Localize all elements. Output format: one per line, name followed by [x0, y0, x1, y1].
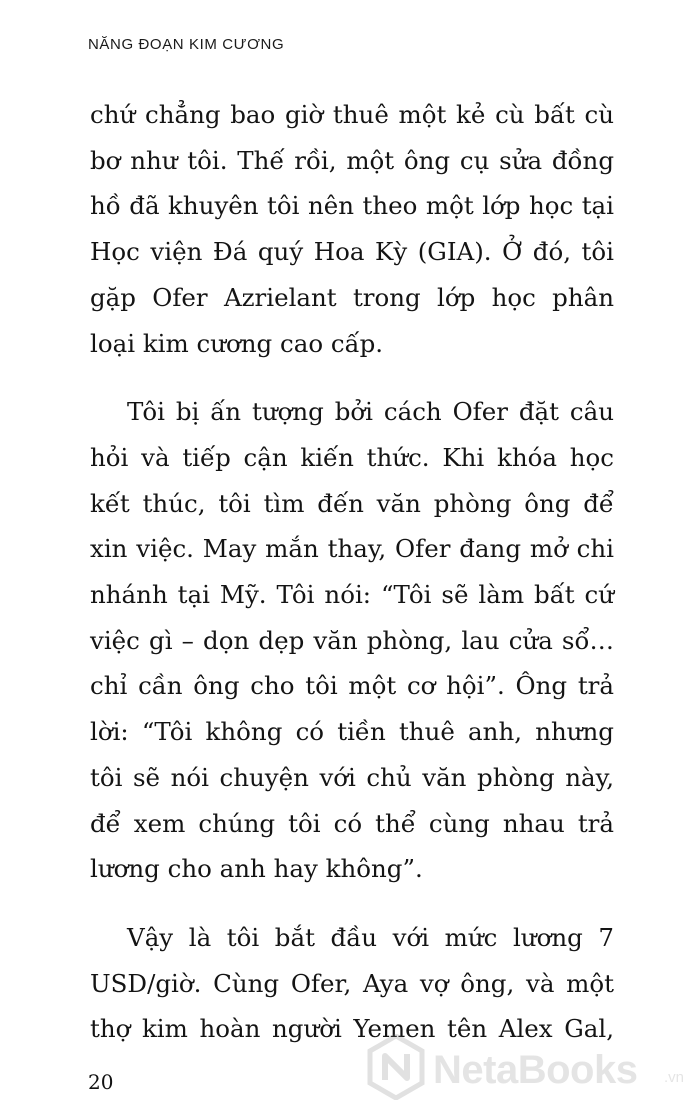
netabooks-watermark — [367, 1030, 687, 1110]
text-line: bơ như tôi. Thế rồi, một ông cụ sửa đồng — [90, 145, 614, 175]
text-line: lời: “Tôi không có tiền thuê anh, nhưng — [90, 717, 614, 747]
text-line: xin việc. May mắn thay, Ofer đang mở chi — [90, 534, 614, 564]
watermark-suffix: .vn — [664, 1069, 685, 1086]
running-head: NĂNG ĐOẠN KIM CƯƠNG — [88, 36, 285, 53]
text-line: kết thúc, tôi tìm đến văn phòng ông để — [90, 488, 614, 518]
text-line: chỉ cần ông cho tôi một cơ hội”. Ông trả — [90, 671, 614, 701]
text-line: lương cho anh hay không”. — [90, 854, 423, 884]
text-line: việc gì – dọn dẹp văn phòng, lau cửa sổ… — [90, 625, 614, 655]
netabooks-logo-icon — [367, 1034, 425, 1100]
text-line: chứ chẳng bao giờ thuê một kẻ cù bất cù — [90, 100, 614, 129]
watermark-brand: NetaBooks — [433, 1048, 638, 1092]
text-line: loại kim cương cao cấp. — [90, 328, 384, 358]
text-line: thợ kim hoàn người Yemen tên Alex Gal, — [90, 1014, 614, 1044]
page-body — [90, 92, 614, 1075]
text-line: nhánh tại Mỹ. Tôi nói: “Tôi sẽ làm bất cứ — [90, 580, 614, 610]
text-line: gặp Ofer Azrielant trong lớp học phân — [90, 282, 614, 312]
text-line: Tôi bị ấn tượng bởi cách Ofer đặt câu — [127, 397, 614, 427]
text-line: Vậy là tôi bắt đầu với mức lương 7 — [127, 922, 614, 952]
text-line: hỏi và tiếp cận kiến thức. Khi khóa học — [90, 442, 614, 472]
paragraph — [90, 92, 614, 366]
text-line: USD/giờ. Cùng Ofer, Aya vợ ông, và một — [90, 968, 614, 998]
text-line: để xem chúng tôi có thể cùng nhau trả — [90, 808, 614, 838]
text-line: Học viện Đá quý Hoa Kỳ (GIA). Ở đó, tôi — [90, 237, 614, 267]
page-number: 20 — [88, 1070, 114, 1094]
text-line: hồ đã khuyên tôi nên theo một lớp học tại — [90, 191, 614, 221]
text-line: tôi sẽ nói chuyện với chủ văn phòng này, — [90, 762, 614, 792]
paragraph — [90, 389, 614, 892]
